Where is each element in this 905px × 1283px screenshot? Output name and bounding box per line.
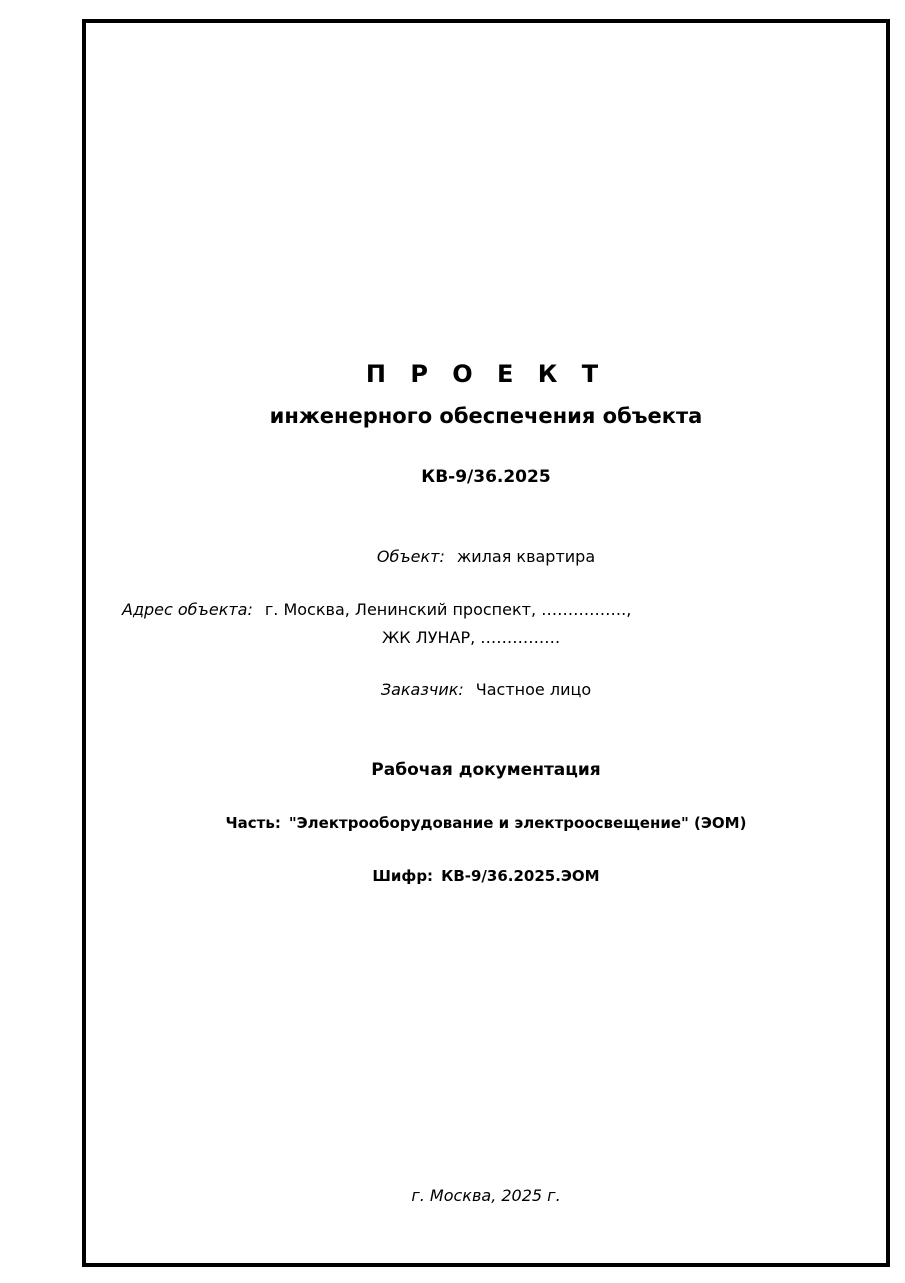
part-label: Часть: <box>225 814 281 832</box>
object-value: жилая квартира <box>456 547 596 566</box>
cipher-label: Шифр: <box>372 867 434 885</box>
project-code: КВ-9/36.2025 <box>421 467 551 487</box>
document-subtitle: инженерного обеспечения объекта <box>269 404 703 428</box>
customer-label: Заказчик: <box>380 680 464 699</box>
object-row <box>82 547 890 566</box>
document-title: П Р О Е К Т <box>365 360 607 388</box>
address-line2: ЖК ЛУНАР, …………… <box>382 628 561 647</box>
address-label: Адрес объекта: <box>122 600 253 619</box>
cipher-row <box>82 867 890 885</box>
footer-place-year: г. Москва, 2025 г. <box>411 1186 561 1205</box>
customer-value: Частное лицо <box>475 680 592 699</box>
address-row <box>122 600 631 619</box>
part-value: "Электрооборудование и электроосвещение" (ЭОМ) <box>288 814 747 832</box>
object-label: Объект: <box>376 547 445 566</box>
doc-type: Рабочая документация <box>371 760 601 780</box>
address-line1: г. Москва, Ленинский проспект, ……………., <box>264 600 632 619</box>
customer-row <box>82 680 890 699</box>
cipher-value: КВ-9/36.2025.ЭОМ <box>441 867 600 885</box>
part-row <box>82 814 890 832</box>
